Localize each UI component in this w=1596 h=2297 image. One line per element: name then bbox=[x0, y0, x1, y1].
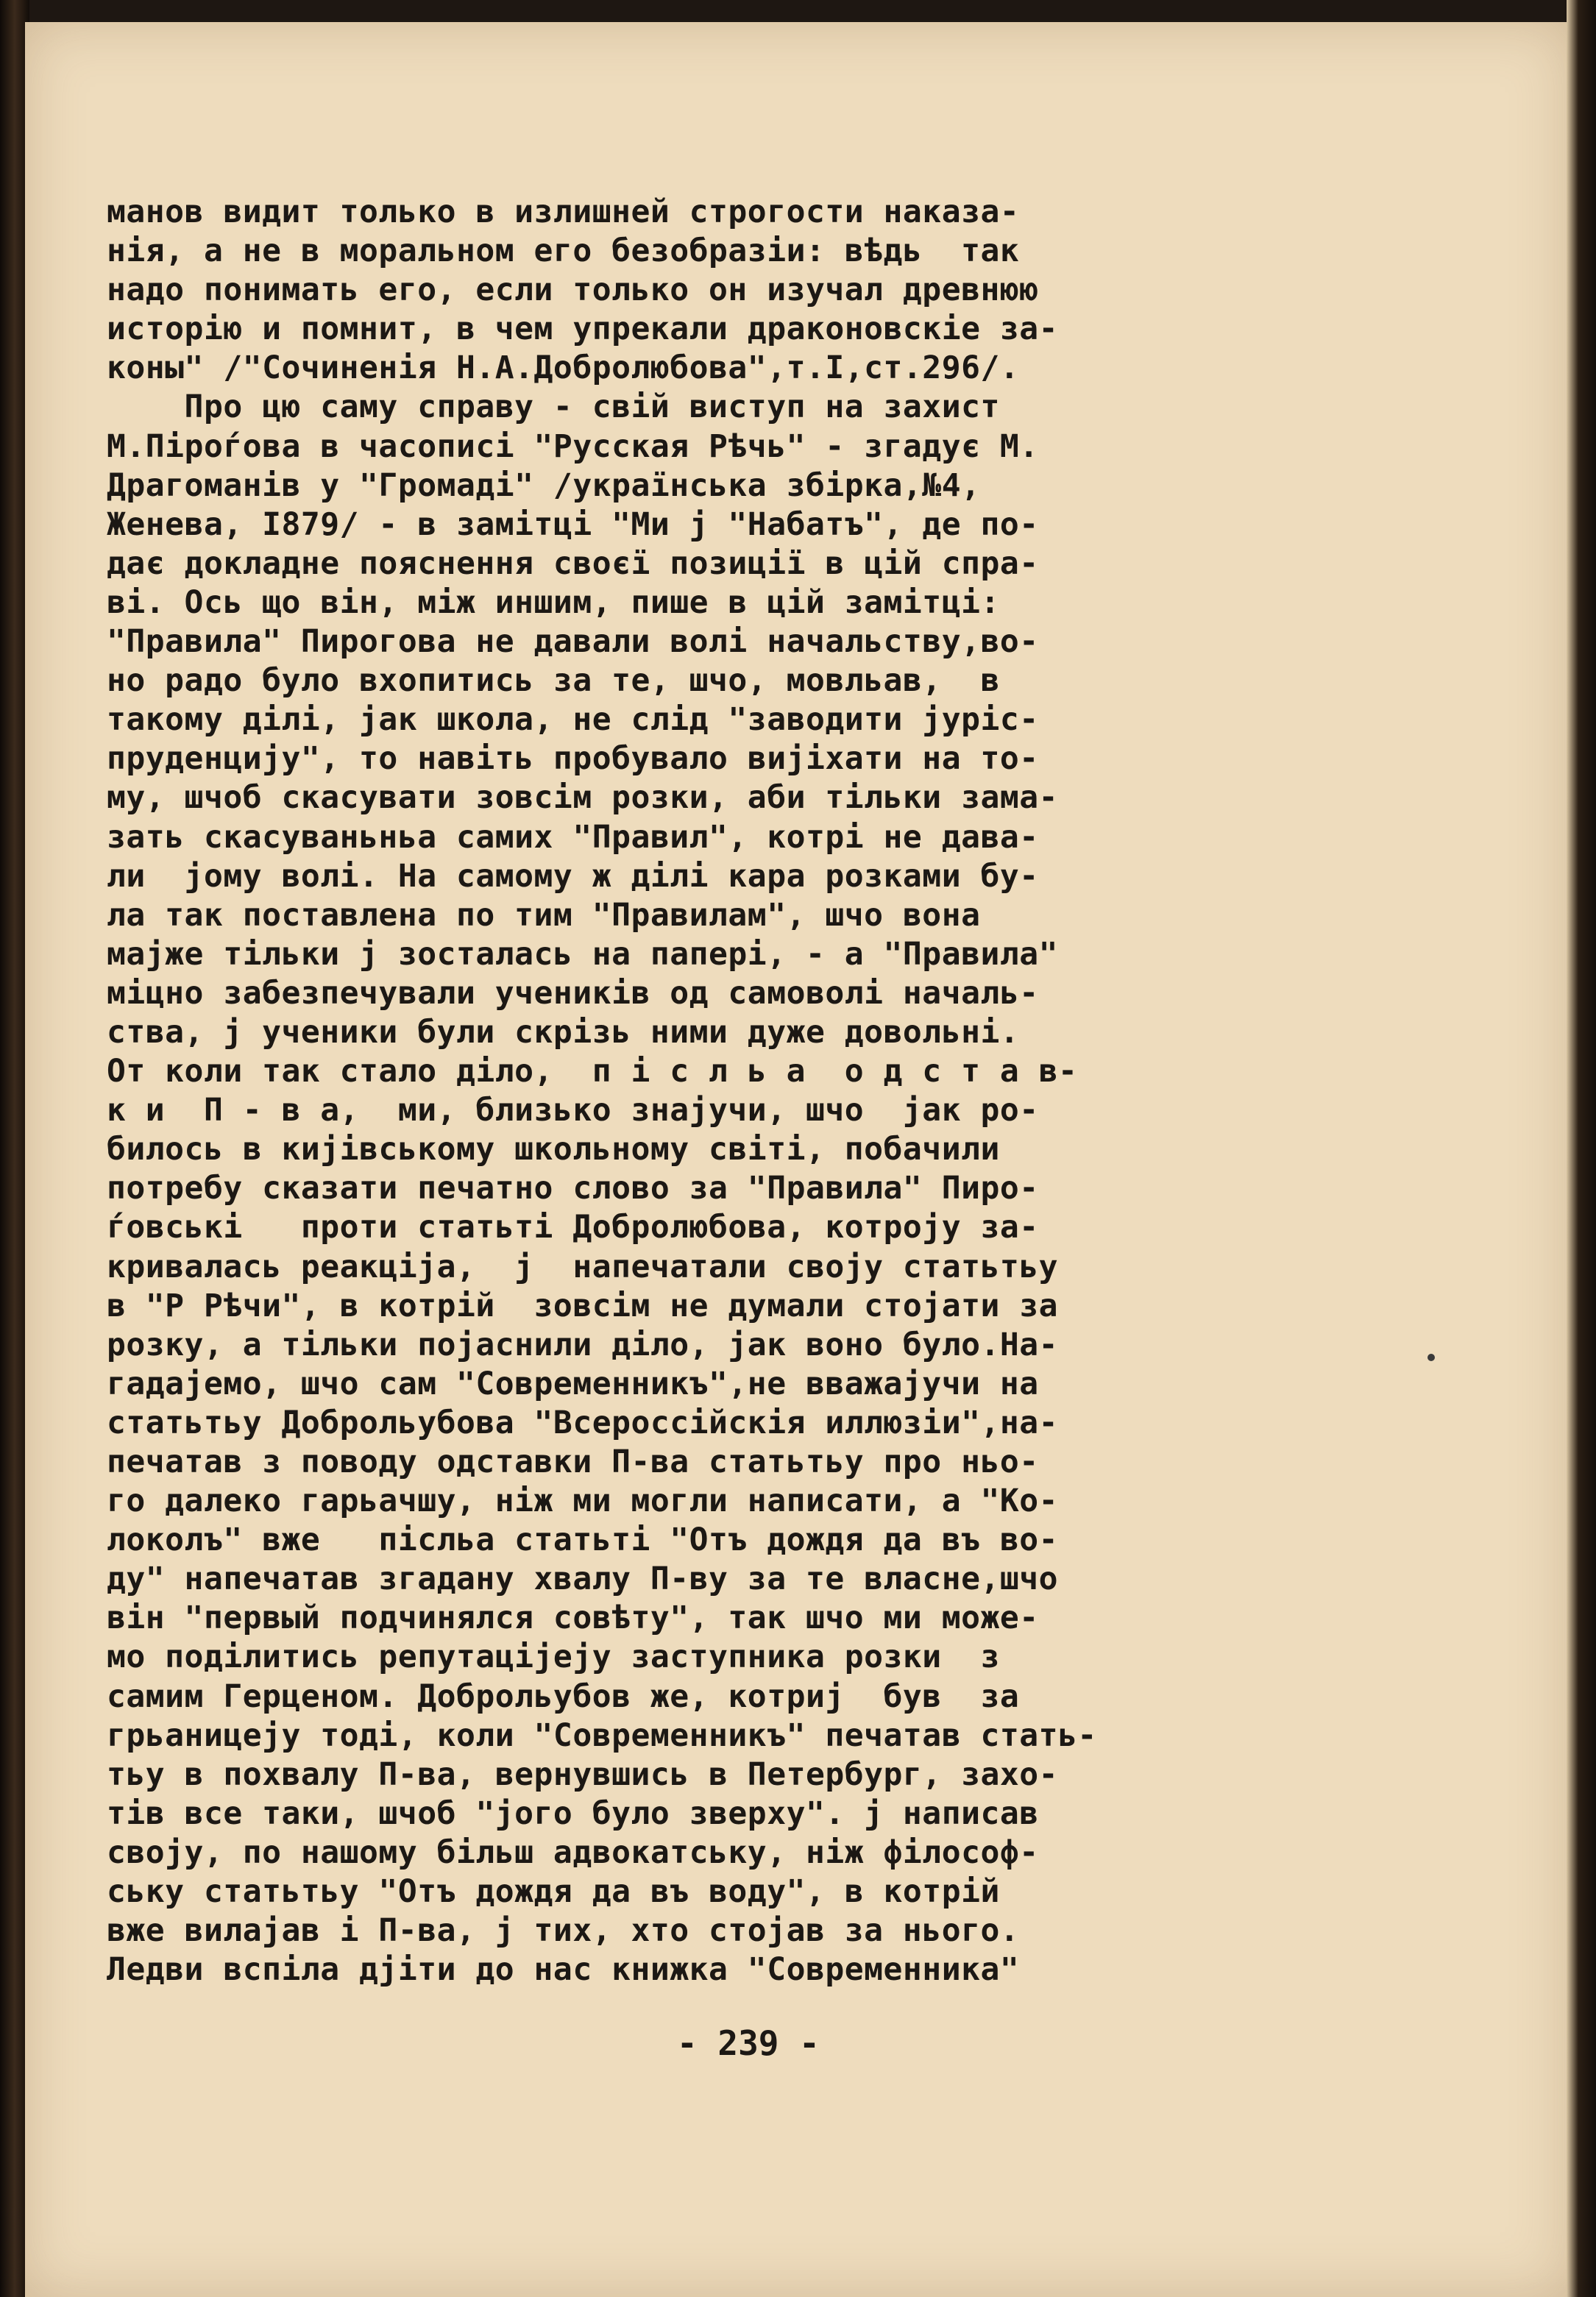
text-line: грьаницеју тоді, коли "Современникъ" печатав стать- bbox=[107, 1716, 1097, 1754]
text-line: ві. Ось що він, між иншим, пише в цій замітці: bbox=[107, 583, 1000, 621]
page-number: - 239 - bbox=[677, 2023, 820, 2063]
text-line: гадајемо, шчо сам "Современникъ",не вважајучи на bbox=[107, 1365, 1039, 1402]
text-line: своју, по нашому більш адвокатську, ніж філософ- bbox=[107, 1833, 1039, 1871]
text-line: ла так поставлена по тим "Правилам", шчо вона bbox=[107, 896, 981, 934]
text-line: го далеко гарьачшу, ніж ми могли написати, а "Ко- bbox=[107, 1483, 1059, 1520]
text-line: самим Герценом. Доброльубов же, котриј був за bbox=[107, 1678, 1020, 1715]
page-edge bbox=[1567, 0, 1596, 2297]
text-line: мо поділитись репутаціјеју заступника розки з bbox=[107, 1639, 1000, 1676]
text-line: міцно забезпечували учеників од самоволі началь- bbox=[107, 974, 1039, 1012]
text-line: надо понимать его, если только он изучал древнюю bbox=[107, 271, 1039, 309]
text-line: М.Піроѓова в часописі "Русская Рѣчь" - згадує М. bbox=[107, 427, 1039, 465]
text-line: ѓовські проти статьті Добролюбова, котроју за- bbox=[107, 1209, 1039, 1246]
text-line: пруденцију", то навіть пробувало вијіхати на то- bbox=[107, 740, 1039, 778]
text-line: дає докладне пояснення своєї позиції в цій спра- bbox=[107, 544, 1039, 582]
text-line: кривалась реакціја, ј напечатали своју статьтьу bbox=[107, 1248, 1059, 1285]
text-line: статьтьу Доброльубова "Всероссійскія иллюзіи",на- bbox=[107, 1404, 1059, 1441]
text-line: манов видит только в излишней строгости наказа- bbox=[107, 194, 1020, 230]
text-line: исторію и помнит, в чем упрекали драконовскіе за- bbox=[107, 310, 1059, 348]
text-line: зать скасуваньньа самих "Правил", котрі не дава- bbox=[107, 818, 1039, 856]
text-line: мајже тільки ј зосталась на папері, - а "Правила" bbox=[107, 935, 1059, 973]
text-line: він "первый подчинялся совѣту", так шчо ми може- bbox=[107, 1600, 1039, 1637]
text-line: коны" /"Сочиненія Н.А.Добролюбова",т.I,ст.296/. bbox=[107, 349, 1020, 387]
text-line: ли јому волі. На самому ж ділі кара розками бу- bbox=[107, 857, 1039, 895]
text-line: тьу в похвалу П-ва, вернувшись в Петербург, захо- bbox=[107, 1755, 1059, 1793]
text-line: ську статьтьу "Отъ дождя да въ воду", в котрій bbox=[107, 1873, 1000, 1911]
text-line: Ледви вспіла дјіти до нас книжка "Современника" bbox=[107, 1951, 1020, 1989]
text-line: локолъ" вже післьа статьті "Отъ дождя да въ во- bbox=[107, 1522, 1059, 1559]
text-line: билось в кијівському школьному світі, побачили bbox=[107, 1131, 1000, 1168]
text-line: такому ділі, јак школа, не слід "заводити јуріс- bbox=[107, 701, 1039, 739]
text-line: "Правила" Пирогова не давали волі начальству,во- bbox=[107, 623, 1039, 661]
text-line: в "Р Рѣчи", в котрій зовсім не думали стојати за bbox=[107, 1287, 1059, 1324]
text-line: к и П - в а, ми, близько знајучи, шчо јак ро- bbox=[107, 1092, 1039, 1129]
text-line: Драгоманів у "Громаді" /українська збірка,№4, bbox=[107, 466, 981, 504]
text-line: печатав з поводу одставки П-ва статьтьу про ньо- bbox=[107, 1444, 1039, 1480]
text-line: му, шчоб скасувати зовсім розки, аби тільки зама- bbox=[107, 779, 1059, 817]
text-line: Женева, I879/ - в замітці "Ми ј "Набатъ", де по- bbox=[107, 505, 1039, 543]
text-line: розку, а тільки појаснили діло, јак воно було.На- bbox=[107, 1326, 1059, 1363]
body-text bbox=[107, 193, 1328, 1989]
text-line: но радо було вхопитись за те, шчо, мовльав, в bbox=[107, 662, 1000, 700]
text-line: ду" напечатав згадану хвалу П-ву за те власне,шчо bbox=[107, 1561, 1059, 1598]
text-line: Про цю саму справу - свій виступ на захист bbox=[107, 388, 1000, 426]
ink-speck bbox=[1427, 1354, 1435, 1361]
text-line: От коли так стало діло, п і с л ь а о д с т а в- bbox=[107, 1053, 1078, 1090]
text-line: тів все таки, шчоб "јого було зверху". ј написав bbox=[107, 1794, 1039, 1832]
text-line: ства, ј ученики були скрізь ними дуже довольні. bbox=[107, 1013, 1020, 1051]
text-line: потребу сказати печатно слово за "Правила" Пиро- bbox=[107, 1170, 1039, 1207]
text-line: нія, а не в моральном его безобразіи: вѣдь так bbox=[107, 232, 1020, 270]
text-line: вже вилајав і П-ва, ј тих, хто стојав за ньoго. bbox=[107, 1912, 1020, 1950]
